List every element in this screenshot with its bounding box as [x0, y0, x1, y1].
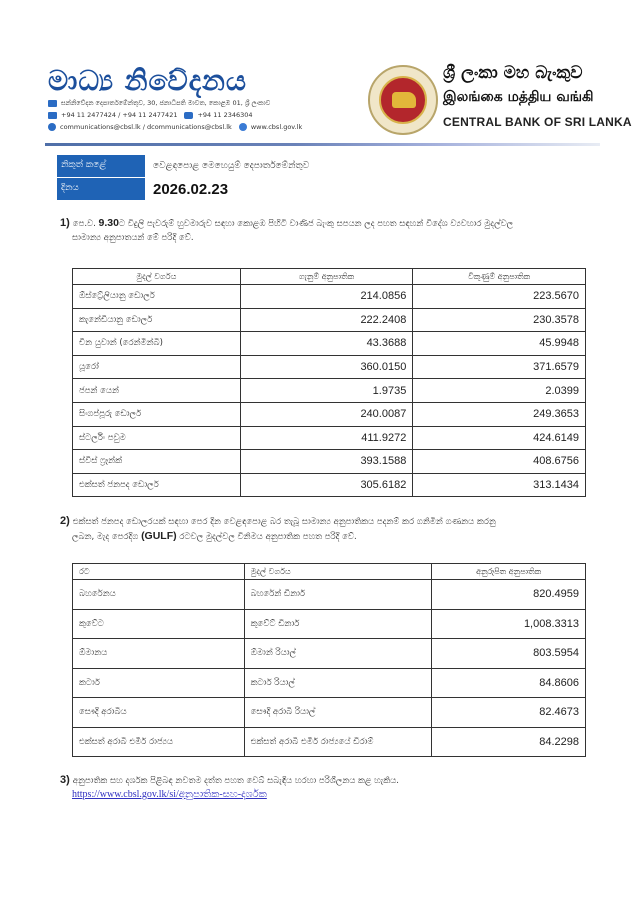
rates-indices-link[interactable]: https://www.cbsl.gov.lk/si/අනුපාතික-සහ-දර්ශක — [72, 789, 267, 800]
table-row — [73, 450, 586, 474]
lion-emblem-icon — [392, 92, 416, 108]
header-buying-rate: ගැනුම් අනුපාතික — [240, 269, 413, 285]
bank-name-english: CENTRAL BANK OF SRI LANKA — [443, 115, 632, 129]
bank-name-tamil: இலங்கை மத்திய வங்கி — [443, 89, 594, 105]
press-release-title: මාධ්‍ය නිවේදනය — [48, 64, 247, 97]
header-country: රට — [73, 564, 245, 580]
sell-rate-cell: 313.1434 — [413, 473, 586, 497]
section-1-prefix: පෙ.ව. — [72, 219, 99, 229]
sell-rate-cell: 424.6149 — [413, 426, 586, 450]
section-1-time: 9.30 — [98, 217, 119, 229]
date-label: දිනය — [57, 178, 145, 200]
table-header-row — [73, 269, 586, 285]
currency-cell: යූරෝ — [73, 355, 241, 379]
section-1-text-line2: සාමාන්‍ය අනුපාතයන් මේ පරිදි වේ. — [72, 233, 194, 243]
sell-rate-cell: 408.6756 — [413, 450, 586, 474]
country-cell: කටාර් — [73, 668, 245, 698]
phone-text: +94 11 2477424 / +94 11 2477421 — [61, 111, 178, 119]
sell-rate-cell: 371.6579 — [413, 355, 586, 379]
phone-line — [48, 111, 253, 119]
table-row — [73, 308, 586, 332]
section-2-line2-suffix: රටවල මුදල්වල විනිමය අනුපාතික පහත පරිදි වේ. — [176, 532, 357, 542]
section-1-text: ට විදුලි පැවරුම් හුවමාරුව සඳහා කොළඹ පිහිටි වාණිජ බැංකු සපයන ලද පහත සඳහන් විදේශ ව්‍යවහාර මුදල්වල — [118, 219, 514, 229]
rate-cell: 820.4959 — [432, 580, 586, 610]
issued-by-row — [57, 155, 309, 177]
buy-rate-cell: 43.3688 — [240, 332, 413, 356]
table-row — [73, 402, 586, 426]
buy-rate-cell: 305.6182 — [240, 473, 413, 497]
date-row — [57, 178, 309, 200]
currency-cell: ස්විස් ෆ්‍රෑන්ක් — [73, 450, 241, 474]
central-bank-seal-logo — [368, 65, 438, 135]
globe-icon — [239, 123, 247, 131]
sell-rate-cell: 230.3578 — [413, 308, 586, 332]
table-row — [73, 332, 586, 356]
release-meta — [57, 155, 309, 201]
table-row — [73, 727, 586, 757]
address-text: සන්නිවේදන දෙපාර්තමේන්තුව, 30, ජනාධිපති මාවත, කොළඹ 01, ශ්‍රී ලංකාව — [61, 99, 271, 107]
sell-rate-cell: 2.0399 — [413, 379, 586, 403]
fax-text: +94 11 2346304 — [197, 111, 253, 119]
bank-name-sinhala: ශ්‍රී ලංකා මහ බැංකුව — [443, 63, 583, 83]
header-currency: මුදල් වර්ගය — [244, 564, 432, 580]
country-cell: කුවේට — [73, 609, 245, 639]
header-currency: මුදල් වර්ගය — [73, 269, 241, 285]
buy-rate-cell: 1.9735 — [240, 379, 413, 403]
buy-rate-cell: 393.1588 — [240, 450, 413, 474]
table-row — [73, 473, 586, 497]
header-indicative-rate: අනුරූපිත අනුපාතික — [432, 564, 586, 580]
table-row — [73, 639, 586, 669]
seal-red-center — [379, 76, 427, 124]
currency-cell: ස්ටර්ලිං පවුම — [73, 426, 241, 450]
table-row — [73, 355, 586, 379]
section-3-paragraph — [60, 773, 595, 802]
currency-cell: ජපන් යෙන් — [73, 379, 241, 403]
email-icon — [48, 123, 56, 131]
country-cell: එක්සත් අරාබි එමීර් රාජ්‍යය — [73, 727, 245, 757]
table-row — [73, 285, 586, 309]
currency-cell: බහරේන් ඩිනාර් — [244, 580, 432, 610]
currency-cell: කැනේඩියානු ඩොලර් — [73, 308, 241, 332]
rate-cell: 1,008.3313 — [432, 609, 586, 639]
buy-rate-cell: 240.0087 — [240, 402, 413, 426]
email-text[interactable]: communications@cbsl.lk / dcommunications@cbsl.lk — [60, 123, 232, 131]
table-row — [73, 580, 586, 610]
issued-by-label: නිකුත් කළේ — [57, 155, 145, 177]
section-2-text-line2 — [60, 529, 595, 544]
gulf-rates-table — [72, 563, 586, 757]
phone-icon — [48, 112, 57, 119]
currency-cell: ඕස්ට්‍රේලියානු ඩොලර් — [73, 285, 241, 309]
currency-cell: කුවේට් ඩිනාර් — [244, 609, 432, 639]
section-3-number: 3) — [60, 774, 70, 786]
section-1-paragraph — [60, 216, 595, 245]
section-2-paragraph — [60, 514, 595, 544]
currency-cell: එක්සත් අරාබි එමීර් රාජ්‍යයේ ඩිරාම් — [244, 727, 432, 757]
fax-icon — [184, 112, 193, 119]
rate-cell: 84.8606 — [432, 668, 586, 698]
rate-cell: 82.4673 — [432, 698, 586, 728]
header-divider — [45, 143, 600, 146]
issued-by-value: වෙළඳපොළ මෙහෙයුම් දෙපාර්තමේන්තුව — [153, 161, 310, 171]
section-2-number: 2) — [60, 515, 70, 527]
section-2-text: එක්සත් ජනපද ඩොලරයක් සඳහා පෙර දින වෙළඳපොළ බර තැබූ සාමාන්‍ය අනුපාතිකය පදනම් කර ගනිමින් ගණනය කරනු — [72, 517, 496, 527]
table-header-row — [73, 564, 586, 580]
table-row — [73, 426, 586, 450]
country-cell: බහරේනය — [73, 580, 245, 610]
section-2-line2-prefix: ලබන, මැද පෙරදිග — [72, 532, 142, 542]
currency-cell: එක්සත් ජනපද ඩොලර් — [73, 473, 241, 497]
table-row — [73, 379, 586, 403]
section-1-number: 1) — [60, 217, 70, 229]
table-row — [73, 698, 586, 728]
country-cell: සෞදි අරාබිය — [73, 698, 245, 728]
email-line — [48, 123, 302, 131]
section-3-text: අනුපාතික සහ දර්ශක පිළිබඳ නවතම දත්ත පහත වෙබ් සබැඳිය හරහා පරිශීලනය කළ හැකිය. — [72, 776, 399, 786]
sell-rate-cell: 45.9948 — [413, 332, 586, 356]
buy-rate-cell: 360.0150 — [240, 355, 413, 379]
buy-rate-cell: 222.2408 — [240, 308, 413, 332]
currency-cell: සෞදි අරාබි රියාල් — [244, 698, 432, 728]
table-row — [73, 609, 586, 639]
exchange-rates-table — [72, 268, 586, 497]
date-value: 2026.02.23 — [153, 180, 229, 198]
currency-cell: සිංගප්පූරු ඩොලර් — [73, 402, 241, 426]
table-row — [73, 668, 586, 698]
currency-cell: චීන යුවාන් (රෙන්මින්බි) — [73, 332, 241, 356]
buy-rate-cell: 411.9272 — [240, 426, 413, 450]
sell-rate-cell: 249.3653 — [413, 402, 586, 426]
header-selling-rate: විකුණුම් අනුපාතික — [413, 269, 586, 285]
website-text[interactable]: www.cbsl.gov.lk — [250, 123, 303, 131]
press-release-header — [45, 60, 632, 145]
gulf-label: (GULF) — [141, 530, 177, 542]
currency-cell: ඕමාන් රියාල් — [244, 639, 432, 669]
currency-cell: කටාර් රියාල් — [244, 668, 432, 698]
address-line — [48, 99, 270, 108]
sell-rate-cell: 223.5670 — [413, 285, 586, 309]
buy-rate-cell: 214.0856 — [240, 285, 413, 309]
country-cell: ඕමානය — [73, 639, 245, 669]
rate-cell: 84.2298 — [432, 727, 586, 757]
rate-cell: 803.5954 — [432, 639, 586, 669]
envelope-icon — [48, 100, 57, 107]
